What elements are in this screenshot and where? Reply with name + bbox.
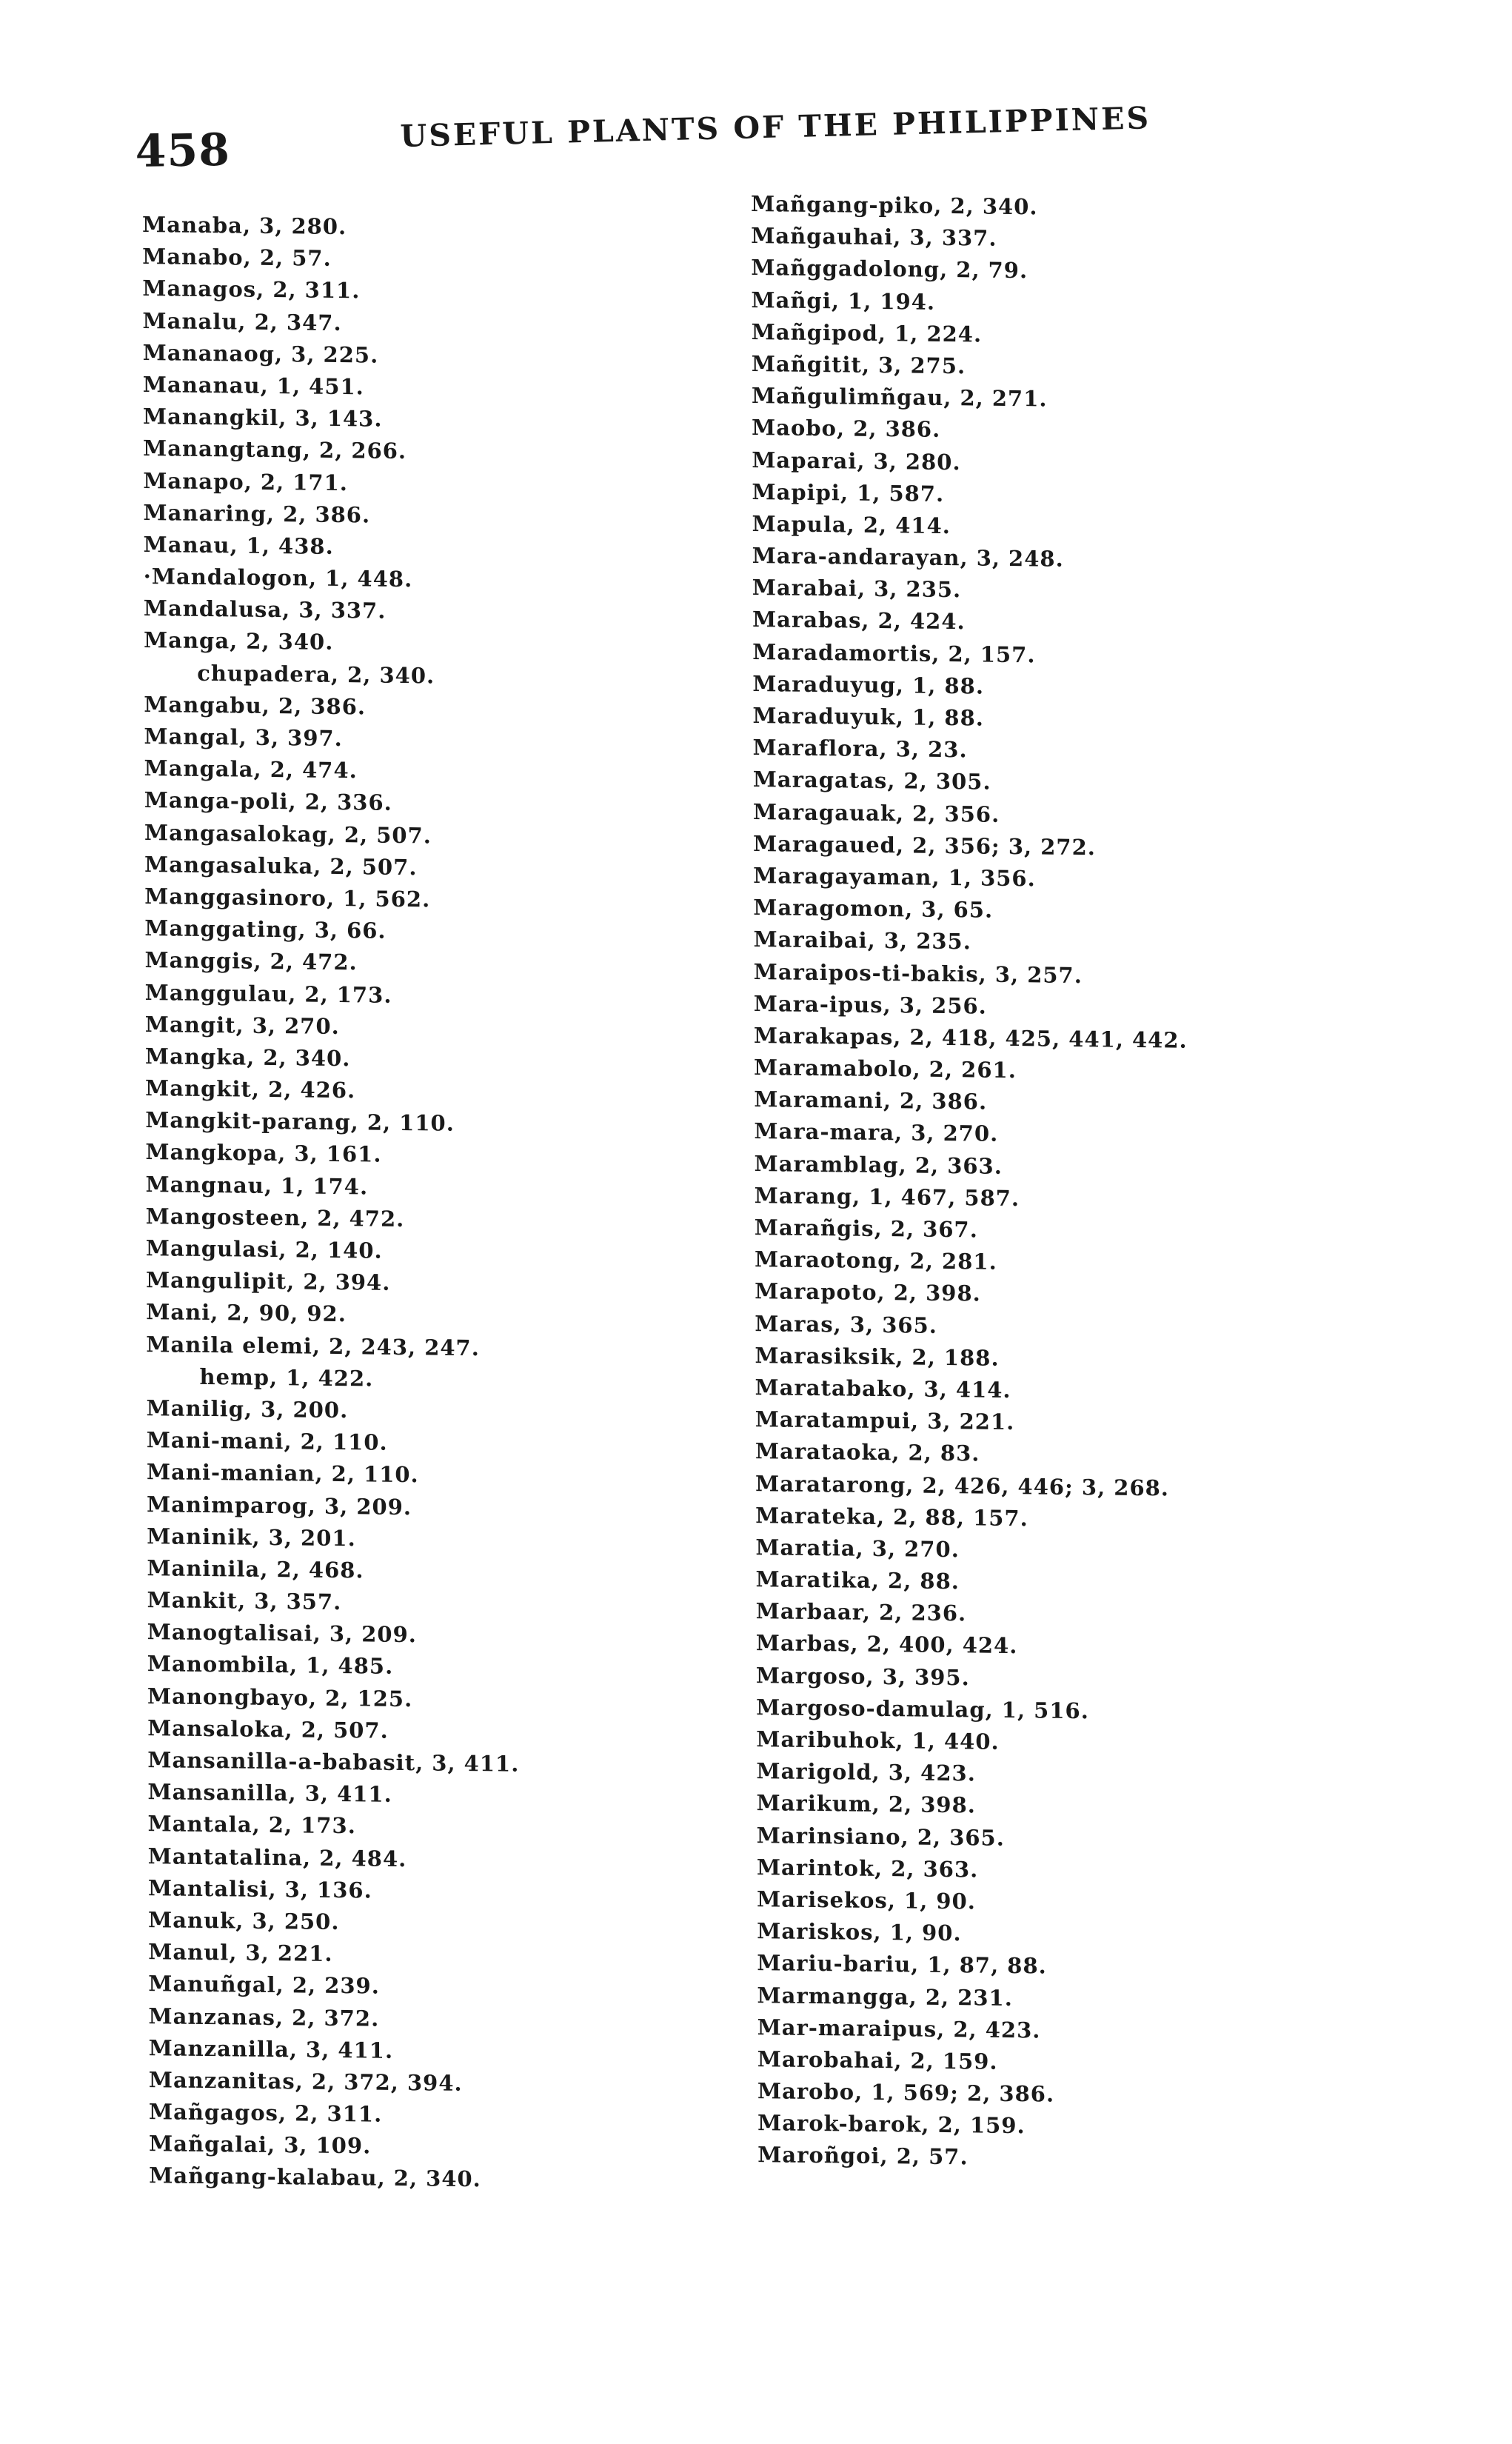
index-entry: Marabai, 3, 235. xyxy=(752,575,962,603)
index-entry: Mananaog, 3, 225. xyxy=(142,339,379,368)
index-entry: Margoso, 3, 395. xyxy=(755,1662,970,1690)
index-entry: Mañgagos, 2, 311. xyxy=(148,2099,383,2127)
index-entry: Marasiksik, 2, 188. xyxy=(755,1342,1000,1371)
index-entry: Mangka, 2, 340. xyxy=(144,1043,351,1072)
index-entry: Marakapas, 2, 418, 425, 441, 442. xyxy=(753,1022,1188,1053)
index-entry: Manila elemi, 2, 243, 247. xyxy=(146,1331,480,1360)
index-entry: Manggasinoro, 1, 562. xyxy=(144,883,431,912)
index-entry: Manggis, 2, 472. xyxy=(144,947,358,975)
index-entry: Managos, 2, 311. xyxy=(142,276,361,304)
index-entry: Mara-ipus, 3, 256. xyxy=(753,990,987,1019)
index-entry: Marobahai, 2, 159. xyxy=(757,2046,998,2074)
index-entry: Maratika, 2, 88. xyxy=(755,1566,960,1595)
index-entry: Manaring, 2, 386. xyxy=(143,499,371,528)
index-entry: Mananau, 1, 451. xyxy=(142,371,364,400)
index-entry: Mangkopa, 3, 161. xyxy=(145,1139,382,1168)
index-entry: Maraflora, 3, 23. xyxy=(752,735,968,763)
index-entry: Maraibai, 3, 235. xyxy=(753,926,971,955)
index-entry: Manzanitas, 2, 372, 394. xyxy=(148,2066,463,2096)
index-entry: Maradamortis, 2, 157. xyxy=(752,638,1036,667)
index-entry: Mar-maraipus, 2, 423. xyxy=(757,2014,1041,2043)
index-entry: Manilig, 3, 200. xyxy=(146,1395,349,1423)
index-entry: Mañgitit, 3, 275. xyxy=(751,350,966,379)
index-entry: Maragayaman, 1, 356. xyxy=(753,862,1036,892)
index-entry: Maraipos-ti-bakis, 3, 257. xyxy=(753,958,1083,988)
index-entry: Manau, 1, 438. xyxy=(143,531,334,559)
index-entry: Maobo, 2, 386. xyxy=(752,415,941,443)
index-entry: Maratia, 3, 270. xyxy=(755,1534,960,1563)
index-entry: Mañgi, 1, 194. xyxy=(751,287,936,315)
index-entry: Maraduyug, 1, 88. xyxy=(752,670,984,699)
index-entry: Maroñgoi, 2, 57. xyxy=(757,2142,969,2170)
index-entry: Mañgauhai, 3, 337. xyxy=(751,223,997,251)
index-entry: Mangala, 2, 474. xyxy=(144,755,358,784)
index-entry: Mangasalokag, 2, 507. xyxy=(144,819,432,849)
index-entry: Mangkit, 2, 426. xyxy=(145,1075,356,1104)
index-entry: Marapoto, 2, 398. xyxy=(755,1278,981,1306)
index-entry: Manzanilla, 3, 411. xyxy=(148,2034,394,2063)
index-entry: Mapipi, 1, 587. xyxy=(752,478,945,507)
index-entry: Maragomon, 3, 65. xyxy=(753,895,994,923)
index-entry: Mankit, 3, 357. xyxy=(147,1587,342,1615)
index-entry: Maninila, 2, 468. xyxy=(147,1555,364,1583)
index-entry: Maninik, 3, 201. xyxy=(147,1523,356,1551)
index-entry: Maribuhok, 1, 440. xyxy=(756,1726,1000,1754)
index-entry: Mansanilla, 3, 411. xyxy=(147,1779,392,1808)
index-entry: Mangal, 3, 397. xyxy=(144,724,343,752)
index-entry: Mansaloka, 2, 507. xyxy=(147,1715,389,1743)
index-entry: Marok-barok, 2, 159. xyxy=(757,2110,1026,2139)
index-entry: Mangosteen, 2, 472. xyxy=(145,1203,405,1232)
index-entry: Manapo, 2, 171. xyxy=(143,467,348,495)
index-entry: Mani-mani, 2, 110. xyxy=(146,1427,388,1455)
index-entry: Maragauak, 2, 356. xyxy=(752,798,1000,827)
index-entry: Maras, 3, 365. xyxy=(755,1310,937,1338)
index-entry: Maratampui, 3, 221. xyxy=(755,1406,1015,1435)
index-entry: Mantatalina, 2, 484. xyxy=(147,1843,407,1872)
index-entry: Marobo, 1, 569; 2, 386. xyxy=(757,2078,1055,2107)
index-entry: Mani, 2, 90, 92. xyxy=(146,1299,347,1327)
index-entry: Manombila, 1, 485. xyxy=(147,1651,394,1680)
index-entry: Maragatas, 2, 305. xyxy=(752,767,991,795)
index-entry: Mañgalai, 3, 109. xyxy=(149,2131,372,2159)
index-entry: Mangabu, 2, 386. xyxy=(144,691,367,720)
index-entry: Maraotong, 2, 281. xyxy=(754,1246,997,1275)
index-entry: Marabas, 2, 424. xyxy=(752,607,966,635)
index-entry: Marataoka, 2, 83. xyxy=(755,1438,980,1466)
index-entry: Manangtang, 2, 266. xyxy=(143,435,407,464)
index-entry: Marisekos, 1, 90. xyxy=(757,1886,976,1914)
index-entry: Manggulau, 2, 173. xyxy=(144,979,392,1008)
index-entry: Manimparog, 3, 209. xyxy=(147,1491,412,1520)
index-entry: Maramblag, 2, 363. xyxy=(754,1150,1003,1179)
index-entry: Manul, 3, 221. xyxy=(148,1939,333,1967)
index-entry: ·Mandalogon, 1, 448. xyxy=(143,564,413,592)
index-entry: Marbas, 2, 400, 424. xyxy=(755,1630,1018,1659)
index-subentry: chupadera, 2, 340. xyxy=(197,660,435,689)
index-entry: Manabo, 2, 57. xyxy=(142,244,332,272)
index-entry: Mara-mara, 3, 270. xyxy=(754,1118,999,1147)
running-title: USEFUL PLANTS OF THE PHILIPPINES xyxy=(400,100,1151,154)
index-entry: Mara-andarayan, 3, 248. xyxy=(752,543,1064,572)
index-entry: Mangulipit, 2, 394. xyxy=(145,1267,391,1296)
index-column-left xyxy=(142,209,521,2196)
index-entry: Marang, 1, 467, 587. xyxy=(754,1182,1020,1211)
index-entry: Marintok, 2, 363. xyxy=(756,1854,979,1883)
index-entry: Mapula, 2, 414. xyxy=(752,510,951,538)
index-entry: Mandalusa, 3, 337. xyxy=(143,595,387,624)
index-entry: Mañggadolong, 2, 79. xyxy=(751,255,1028,284)
index-entry: Manongbayo, 2, 125. xyxy=(147,1683,413,1712)
index-entry: Maragaued, 2, 356; 3, 272. xyxy=(753,830,1096,861)
index-entry: Mantala, 2, 173. xyxy=(147,1811,356,1839)
index-entry: Mariu-bariu, 1, 87, 88. xyxy=(757,1950,1047,1979)
index-entry: Maramani, 2, 386. xyxy=(754,1086,988,1115)
index-entry: Marmangga, 2, 231. xyxy=(757,1982,1013,2011)
index-entry: Maraduyuk, 1, 88. xyxy=(752,703,984,731)
index-entry: Manggating, 3, 66. xyxy=(144,915,387,944)
index-subentry: hemp, 1, 422. xyxy=(199,1363,374,1392)
index-entry: Marañgis, 2, 367. xyxy=(754,1215,978,1243)
index-entry: Mañgang-kalabau, 2, 340. xyxy=(149,2163,481,2192)
index-entry: Marbaar, 2, 236. xyxy=(755,1598,967,1626)
index-entry: Maparai, 3, 280. xyxy=(752,447,961,475)
index-entry: Manalu, 2, 347. xyxy=(142,307,342,335)
index-entry: Marigold, 3, 423. xyxy=(756,1758,976,1786)
index-entry: Manga, 2, 340. xyxy=(143,627,334,655)
index-entry: Maratabako, 3, 414. xyxy=(755,1375,1011,1403)
index-entry: Mangulasi, 2, 140. xyxy=(145,1235,383,1263)
index-entry: Marikum, 2, 398. xyxy=(756,1790,976,1818)
index-entry: Mansanilla-a-babasit, 3, 411. xyxy=(147,1747,520,1777)
index-entry: Mani-manian, 2, 110. xyxy=(146,1459,419,1488)
index-entry: Manuñgal, 2, 239. xyxy=(148,1971,380,1999)
index-entry: Marateka, 2, 88, 157. xyxy=(755,1502,1028,1531)
index-entry: Maratarong, 2, 426, 446; 3, 268. xyxy=(755,1470,1169,1500)
index-entry: Margoso-damulag, 1, 516. xyxy=(756,1694,1089,1724)
index-entry: Mantalisi, 3, 136. xyxy=(147,1874,372,1903)
index-entry: Manangkil, 3, 143. xyxy=(142,404,383,432)
index-entry: Manzanas, 2, 372. xyxy=(148,2003,380,2031)
index-entry: Mañgulimñgau, 2, 271. xyxy=(751,383,1048,412)
index-column-right xyxy=(751,188,1191,2176)
index-entry: Mangasaluka, 2, 507. xyxy=(144,851,418,880)
index-entry: Mañgipod, 1, 224. xyxy=(751,318,983,347)
index-entry: Marinsiano, 2, 365. xyxy=(756,1822,1005,1851)
page-number: 458 xyxy=(135,124,231,178)
index-entry: Maramabolo, 2, 261. xyxy=(754,1055,1017,1084)
index-entry: Manga-poli, 2, 336. xyxy=(144,787,392,816)
index-entry: Mangit, 3, 270. xyxy=(144,1011,340,1039)
index-entry: Mangnau, 1, 174. xyxy=(145,1171,369,1200)
index-entry: Mangkit-parang, 2, 110. xyxy=(145,1107,455,1137)
index-entry: Mariskos, 1, 90. xyxy=(757,1918,962,1946)
index-entry: Manaba, 3, 280. xyxy=(142,212,347,240)
index-entry: Manuk, 3, 250. xyxy=(148,1907,340,1934)
index-entry: Manogtalisai, 3, 209. xyxy=(147,1619,417,1648)
index-entry: Mañgang-piko, 2, 340. xyxy=(751,191,1038,220)
